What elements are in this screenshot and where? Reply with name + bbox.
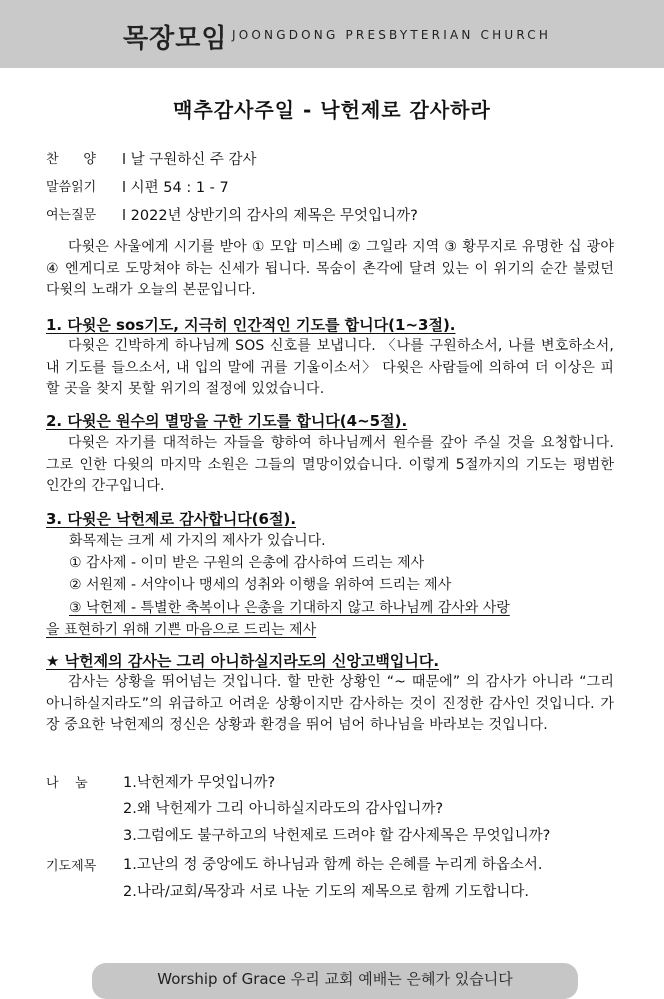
prayer-item-1: 1.고난의 정 중앙에도 하나님과 함께 하는 은혜를 누리게 하옵소서. [123,857,543,873]
section-2-heading: 2. 다윗은 원수의 멸망을 구한 기도를 합니다(4~5절). [46,412,408,430]
opening-question-value: l 2022년 상반기의 감사의 제목은 무엇입니까? [122,208,418,224]
list-item: ① 감사제 - 이미 받은 구원의 은총에 감사하여 드리는 제사 [69,555,425,571]
intro-paragraph: 다윗은 사울에게 시기를 받아 ① 모압 미스베 ② 그일라 지역 ③ 황무지로 유명한 십 광야 ④ 엔게디로 도망쳐야 하는 신세가 됩니다. 목숨이 촌각에 달려 있는 이 위기의 순간 불렀던 다윗의 노래가 오늘의 본문입니다. [46,239,614,298]
star-heading: ★ 낙헌제의 감사는 그리 아니하실지라도의 신앙고백입니다. [46,652,440,670]
footer-banner [92,963,578,999]
list-item-highlight-cont: 을 표현하기 위해 기쁜 마음으로 드리는 제사 [46,622,317,638]
opening-question-label: 여는질문 [46,208,97,223]
section-3-intro: 화목제는 크게 세 가지의 제사가 있습니다. [69,533,326,549]
share-label: 나 눔 [46,776,88,791]
section-3-heading: 3. 다윗은 낙헌제로 감사합니다(6절). [46,510,297,528]
section-1-body: 다윗은 긴박하게 하나님께 SOS 신호를 보냅니다. 〈나를 구원하소서, 나를 변호하소서, 내 기도를 들으소서, 내 입의 말에 귀를 기울이소서〉 다윗은 사람들에 의하여 더 이상은 피할 곳을 찾지 못할 위기의 절정에 있었습니다. [46,338,614,397]
scripture-label: 말씀읽기 [46,180,97,195]
star-body: 감사는 상황을 뛰어넘는 것입니다. 할 만한 상황인 “~ 때문에” 의 감사가 아니라 “그리 아니하실지라도”의 위급하고 어려운 상황이지만 감사하는 것이 진정한 감사인 것입니다. 가장 중요한 낙헌제의 정신은 상황과 환경을 뛰어 넘어 하나님을 바라보는 것입니다. [46,674,614,733]
share-question-3: 3.그럼에도 불구하고의 낙헌제로 드려야 할 감사제목은 무엇입니까? [123,828,551,844]
list-item-highlight: ③ 낙헌제 - 특별한 축복이나 은총을 기대하지 않고 하나님께 감사와 사랑 [69,600,510,616]
header-subtitle: JOONGDONG PRESBYTERIAN CHURCH [232,28,552,42]
list-item: ② 서원제 - 서약이나 맹세의 성취와 이행을 위하여 드리는 제사 [69,577,452,593]
page-title: 맥추감사주일 - 낙헌제로 감사하라 [173,98,491,122]
scripture-value: l 시편 54 : 1 - 7 [122,180,229,196]
section-1-heading: 1. 다윗은 sos기도, 지극히 인간적인 기도를 합니다(1~3절). [46,316,456,334]
section-2-body: 다윗은 자기를 대적하는 자들을 향하여 하나님께서 원수를 갚아 주실 것을 요청합니다. 그로 인한 다윗의 마지막 소원은 그들의 멸망이었습니다. 이렇게 5절까지의 기도는 평범한 인간의 간구입니다. [46,435,614,494]
prayer-item-2: 2.나라/교회/목장과 서로 나눈 기도의 제목으로 함께 기도합니다. [123,884,530,900]
share-question-1: 1.낙헌제가 무엇입니까? [123,775,276,791]
hymn-label: 찬 양 [46,152,96,167]
header-bar [0,0,664,68]
header-title: 목장모임 [123,24,228,54]
share-question-2: 2.왜 낙헌제가 그리 아니하실지라도의 감사입니까? [123,801,444,817]
prayer-label: 기도제목 [46,859,97,874]
footer-text: Worship of Grace 우리 교회 예배는 은혜가 있습니다 [157,970,513,988]
hymn-value: l 날 구원하신 주 감사 [122,152,257,168]
